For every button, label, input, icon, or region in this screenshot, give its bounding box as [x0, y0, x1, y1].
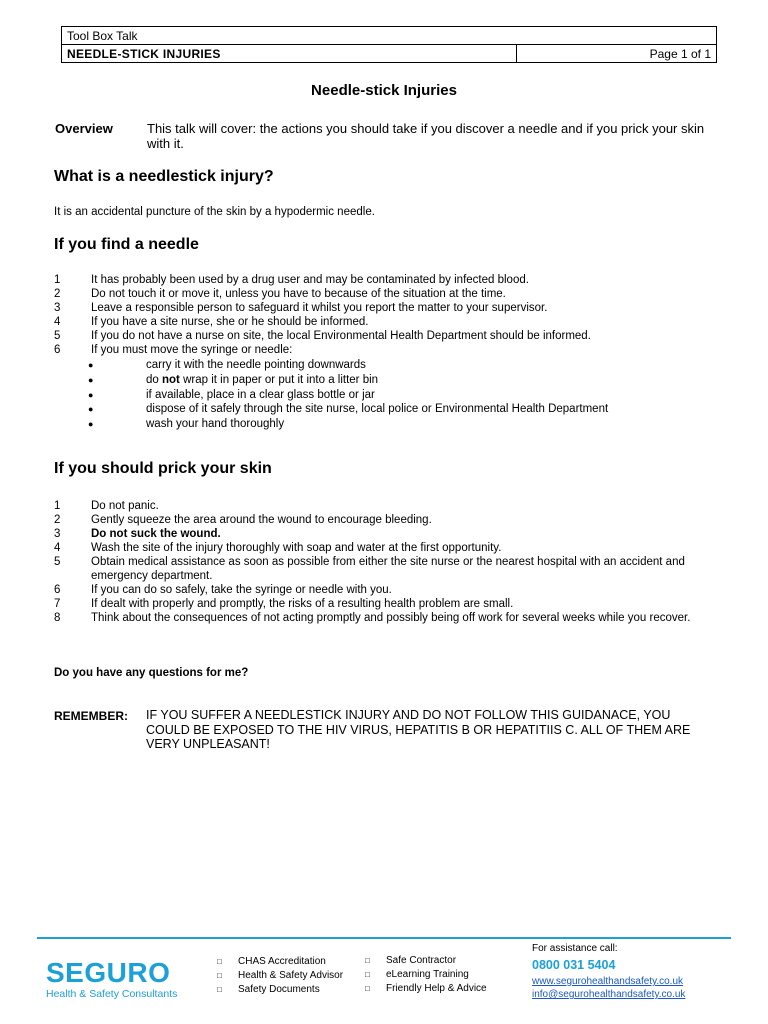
bullet-text-bold: not — [162, 373, 180, 386]
list-item — [54, 301, 724, 315]
overview-label: Overview — [55, 121, 113, 136]
list-item — [54, 513, 724, 527]
item-text: Leave a responsible person to safeguard it whilst you report the matter to your supervisor. — [91, 302, 548, 314]
item-text: If you do not have a nurse on site, the local Environmental Health Department should be informed. — [91, 330, 591, 342]
list-item — [54, 287, 724, 301]
overview-text: This talk will cover: the actions you should take if you discover a needle and if you prick your skin with it. — [147, 121, 705, 151]
item-text: Obtain medical assistance as soon as possible from either the site nurse or the nearest hospital with an accident and emergency department. — [91, 556, 685, 582]
phone-number: 0800 031 5404 — [532, 958, 616, 972]
item-number: 1 — [54, 500, 61, 512]
bullet-item — [88, 402, 608, 417]
checkbox-icon: □ — [217, 971, 222, 980]
doc-subject-label: NEEDLE-STICK INJURIES — [62, 45, 517, 63]
item-text: It has probably been used by a drug user and may be contaminated by infected blood. — [91, 274, 529, 286]
bullet-dot-icon: ● — [88, 419, 94, 430]
item-number: 4 — [54, 316, 61, 328]
item-text: Do not suck the wound. — [91, 528, 221, 540]
bullet-dot-icon: ● — [88, 360, 94, 370]
email-link[interactable]: info@segurohealthandsafety.co.uk — [532, 989, 686, 1000]
item-text: Do not panic. — [91, 500, 159, 512]
item-text: Wash the site of the injury thoroughly with soap and water at the first opportunity. — [91, 542, 502, 554]
bullet-text: carry it with the needle pointing downwards — [146, 359, 366, 371]
item-number: 3 — [54, 302, 61, 314]
bullet-text-post: wrap it in paper or put it into a litter bin — [179, 373, 379, 386]
checkbox-icon: □ — [365, 984, 370, 993]
page-number: Page 1 of 1 — [516, 45, 716, 63]
bullet-text: wash your hand thoroughly — [146, 418, 285, 431]
service-label: Health & Safety Advisor — [238, 970, 344, 981]
checkbox-icon: □ — [365, 970, 370, 979]
bullet-item — [88, 358, 608, 373]
section-heading-prick-skin: If you should prick your skin — [54, 460, 272, 477]
service-item — [217, 983, 343, 997]
bullet-item — [88, 388, 608, 403]
service-item — [365, 982, 487, 996]
item-number: 3 — [54, 528, 61, 540]
item-number: 1 — [54, 274, 61, 286]
item-number: 5 — [54, 556, 61, 568]
questions-prompt: Do you have any questions for me? — [54, 667, 249, 679]
footer-divider — [37, 937, 731, 939]
item-number: 6 — [54, 584, 61, 596]
services-column-1 — [217, 955, 343, 997]
list-item — [54, 555, 724, 583]
item-text: If dealt with properly and promptly, the risks of a resulting health problem are small. — [91, 598, 514, 610]
item-text: Think about the consequences of not acting promptly and possibly being off work for several weeks while you recover. — [91, 612, 691, 624]
list-item — [54, 343, 724, 357]
service-label: CHAS Accreditation — [238, 956, 326, 967]
list-item — [54, 329, 724, 343]
service-label: Safety Documents — [238, 984, 320, 995]
item-text: If you have a site nurse, she or he should be informed. — [91, 316, 369, 328]
service-label: Safe Contractor — [386, 955, 457, 966]
checkbox-icon: □ — [217, 985, 222, 994]
seguro-logo — [46, 958, 177, 1000]
item-text: Gently squeeze the area around the wound to encourage bleeding. — [91, 514, 432, 526]
service-label: eLearning Training — [386, 969, 469, 980]
item-number: 5 — [54, 330, 61, 342]
list-item — [54, 499, 724, 513]
list-item — [54, 583, 724, 597]
remember-text: IF YOU SUFFER A NEEDLESTICK INJURY AND DO NOT FOLLOW THIS GUIDANACE, YOU COULD BE EXPOSED TO THE HIV VIRUS, HEPATITIS B OR HEPATITIIS C. ALL OF THEM ARE VERY UNPLEASANT! — [146, 708, 691, 752]
remember-label: REMEMBER: — [54, 709, 128, 723]
item-number: 2 — [54, 288, 61, 300]
logo-tagline: Health & Safety Consultants — [46, 988, 178, 1000]
bullet-item — [88, 417, 608, 432]
checkbox-icon: □ — [217, 957, 222, 966]
logo-wordmark: SEGURO — [46, 957, 171, 988]
document-header-table — [61, 26, 717, 63]
bullet-dot-icon: ● — [88, 389, 94, 400]
services-column-2 — [365, 954, 487, 996]
list-item — [54, 541, 724, 555]
website-link[interactable]: www.segurohealthandsafety.co.uk — [532, 976, 684, 987]
contact-block — [532, 942, 685, 1001]
list-item — [54, 611, 724, 625]
list-item — [54, 527, 724, 541]
checkbox-icon: □ — [365, 956, 370, 965]
item-number: 4 — [54, 542, 61, 554]
bullet-text: dispose of it safely through the site nurse, local police or Environmental Health Department — [146, 403, 609, 416]
page-title: Needle-stick Injuries — [311, 82, 457, 99]
item-number: 7 — [54, 598, 61, 610]
service-item — [217, 955, 343, 969]
item-text: If you can do so safely, take the syringe or needle with you. — [91, 584, 392, 596]
bullet-text: if available, place in a clear glass bottle or jar — [146, 388, 375, 401]
doc-type-label: Tool Box Talk — [62, 27, 717, 45]
item-text: Do not touch it or move it, unless you have to because of the situation at the time. — [91, 288, 506, 300]
item-number: 8 — [54, 612, 61, 624]
service-item — [365, 954, 487, 968]
prick-skin-list — [54, 499, 724, 625]
service-item — [217, 969, 343, 983]
section-heading-find-needle: If you find a needle — [54, 236, 199, 253]
list-item — [54, 597, 724, 611]
definition-text: It is an accidental puncture of the skin by a hypodermic needle. — [54, 206, 375, 218]
bullet-item — [88, 373, 608, 388]
service-label: Friendly Help & Advice — [386, 983, 487, 994]
find-needle-list — [54, 273, 724, 357]
bullet-dot-icon: ● — [88, 404, 94, 415]
section-heading-what-is: What is a needlestick injury? — [54, 168, 274, 185]
assist-label: For assistance call: — [532, 943, 618, 954]
move-needle-bullets — [88, 358, 608, 432]
list-item — [54, 315, 724, 329]
list-item — [54, 273, 724, 287]
item-text: If you must move the syringe or needle: — [91, 344, 293, 356]
service-item — [365, 968, 487, 982]
bullet-text — [146, 373, 378, 388]
bullet-dot-icon: ● — [88, 374, 94, 385]
bullet-text-pre: do — [146, 373, 162, 386]
item-number: 6 — [54, 344, 61, 356]
item-number: 2 — [54, 514, 61, 526]
